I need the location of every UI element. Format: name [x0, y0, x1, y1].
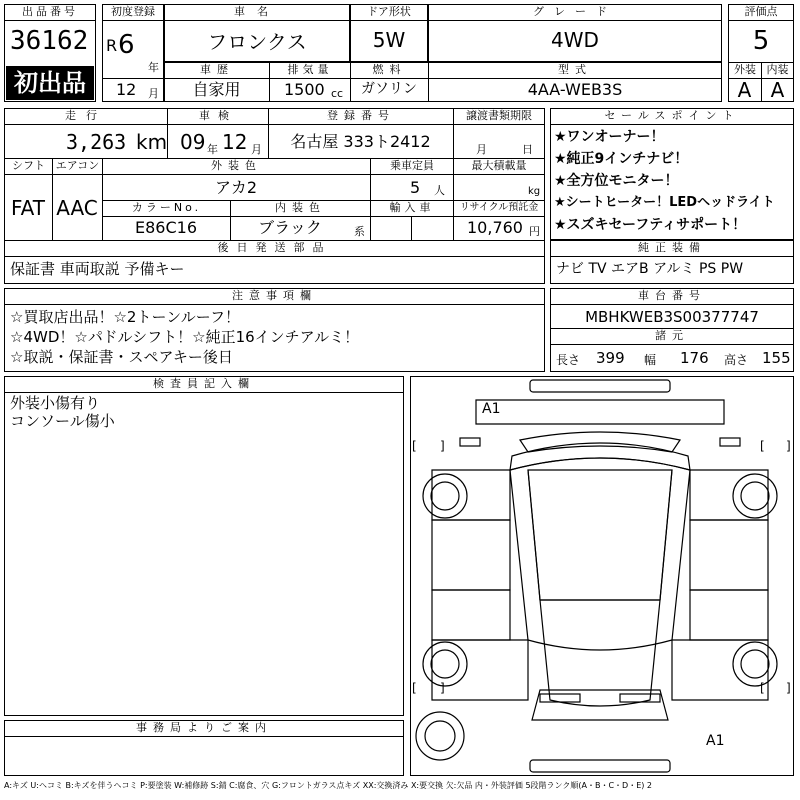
grade-label: グレード — [533, 5, 617, 18]
car-diagram-box — [410, 376, 794, 776]
specs-label: 諸元 — [655, 329, 689, 342]
capacity-unit: 人 — [434, 184, 445, 197]
inspector-note: コンソール傷小 — [10, 412, 115, 430]
height-label: 高さ — [724, 353, 749, 367]
year-unit: 年 — [148, 61, 159, 74]
recycle-label: リサイクル預託金 — [459, 202, 539, 213]
score: 5 — [752, 26, 770, 56]
transfer-month: 月 — [476, 143, 487, 156]
fuel: ガソリン — [361, 81, 417, 97]
lot-number: 36162 — [10, 26, 89, 56]
score-label: 評価点 — [744, 5, 778, 18]
first-listing-badge: 初出品 — [6, 66, 94, 100]
chassis-number: MBHKWEB3S00377747 — [585, 308, 759, 326]
history-label: 車歴 — [200, 63, 234, 76]
length-label: 長さ — [556, 353, 581, 367]
recycle-deposit: 10,760 — [467, 218, 523, 237]
svg-text:[: [ — [760, 439, 765, 453]
yen-unit: 円 — [529, 225, 540, 238]
sales-point: ★純正9インチナビ！ — [554, 151, 689, 167]
first-registration-label: 初度登録 — [111, 5, 155, 18]
inspection-year: 09 — [180, 130, 206, 154]
svg-text:[: [ — [412, 439, 417, 453]
air-conditioner: AAC — [56, 196, 98, 220]
width-label: 幅 — [644, 353, 657, 367]
interior-grade-label: 内装 — [766, 63, 789, 76]
door-type-label: ドア形状 — [367, 5, 411, 18]
svg-text:[: [ — [760, 681, 765, 695]
km-unit: km — [136, 130, 168, 154]
car-name: フロンクス — [207, 30, 307, 54]
inspection-month-unit: 月 — [251, 143, 262, 156]
inspector-label: 検査員記入欄 — [153, 377, 255, 390]
chassis-label: 車台番号 — [638, 289, 706, 302]
capacity-label: 乗車定員 — [390, 159, 434, 172]
later-parts-label: 後日発送部品 — [217, 241, 332, 254]
history: 自家用 — [192, 80, 241, 99]
svg-text:]: ] — [786, 439, 791, 453]
era-mark: R — [106, 36, 118, 55]
color-number: E86C16 — [135, 218, 197, 237]
month-unit: 月 — [148, 87, 159, 100]
office-label: 事務局よりご案内 — [136, 721, 272, 734]
later-parts: 保証書 車両取説 予備キー — [10, 260, 185, 278]
damage-mark-top: A1 — [482, 401, 501, 417]
shift-label: シフト — [12, 159, 45, 172]
shift: FAT — [10, 196, 45, 220]
plate-number: 名古屋 333ト2412 — [290, 132, 431, 151]
inspection-label: 車検 — [199, 109, 237, 122]
color-number-label: カラーNo. — [131, 201, 202, 214]
fuel-label: 燃料 — [372, 63, 407, 76]
height: 155 — [762, 349, 791, 367]
damage-mark-bottom: A1 — [706, 733, 725, 749]
notes-label: 注意事項欄 — [232, 289, 317, 302]
era-year: 6 — [118, 30, 135, 60]
load-label: 最大積載量 — [471, 159, 527, 172]
mileage: 3,263 — [66, 130, 127, 154]
lot-number-label: 出品番号 — [22, 5, 78, 18]
door-type: 5W — [372, 28, 406, 52]
svg-text:]: ] — [440, 439, 445, 453]
load-unit: kg — [528, 186, 541, 197]
sales-point: ★シートヒーター！LEDヘッドライト — [554, 195, 775, 210]
sales-points-label: セールスポイント — [604, 109, 740, 122]
import-label: 輸入車 — [389, 201, 435, 214]
equipment-items: ナビ TV エアB アルミ PS PW — [556, 261, 744, 277]
inspector-note: 外装小傷有り — [10, 394, 101, 412]
ac-label: エアコン — [55, 159, 100, 172]
sales-point: ★スズキセーフティサポート！ — [554, 217, 747, 233]
cc-unit: cc — [331, 87, 344, 100]
exterior-grade-label: 外装 — [734, 63, 756, 76]
inspection-month: 12 — [222, 130, 248, 154]
svg-text:[: [ — [412, 681, 417, 695]
exterior-color: アカ2 — [214, 178, 258, 197]
car-name-label: 車名 — [234, 5, 280, 18]
legend: A:キズ U:ヘコミ B:キズを伴うヘコミ P:要塗装 W:補修跡 S:錆 C:腐食、穴 G:フロントガラス点キズ XX:交換済み X:要交換 欠:欠品 内・外装評価 5段階ランク順(A・B・C・D・E) 2 — [4, 781, 653, 790]
registration-month: 12 — [116, 80, 137, 99]
exterior-grade: A — [737, 78, 752, 102]
note-line: ☆4WD！☆パドルシフト！☆純正16インチアルミ！ — [10, 328, 360, 346]
grade: 4WD — [551, 28, 599, 52]
seating-capacity: 5 — [410, 178, 421, 197]
sales-point: ★ワンオーナー！ — [554, 129, 665, 145]
mileage-label: 走行 — [65, 109, 107, 122]
interior-grade: A — [770, 78, 785, 102]
interior-color-suffix: 系 — [354, 225, 365, 238]
model-label: 型式 — [558, 63, 592, 76]
plate-label: 登録番号 — [327, 109, 395, 122]
sales-point: ★全方位モニター！ — [554, 173, 679, 189]
svg-text:]: ] — [440, 681, 445, 695]
transfer-label: 譲渡書類期限 — [466, 109, 532, 122]
note-line: ☆買取店出品！☆2トーンルーフ！ — [10, 308, 241, 326]
length: 399 — [596, 349, 625, 367]
color-label: 外装色 — [211, 159, 262, 172]
transfer-day: 日 — [522, 143, 533, 156]
note-line: ☆取説・保証書・スペアキー後日 — [10, 348, 233, 366]
displacement: 1500 — [284, 80, 325, 99]
svg-text:]: ] — [786, 681, 791, 695]
interior-color-label: 内装色 — [275, 201, 326, 214]
width: 176 — [680, 349, 709, 367]
displacement-label: 排気量 — [287, 63, 333, 76]
interior-color: ブラック — [258, 218, 322, 237]
equipment-label: 純正装備 — [638, 241, 706, 254]
model: 4AA-WEB3S — [527, 80, 623, 99]
inspection-year-unit: 年 — [207, 143, 218, 156]
